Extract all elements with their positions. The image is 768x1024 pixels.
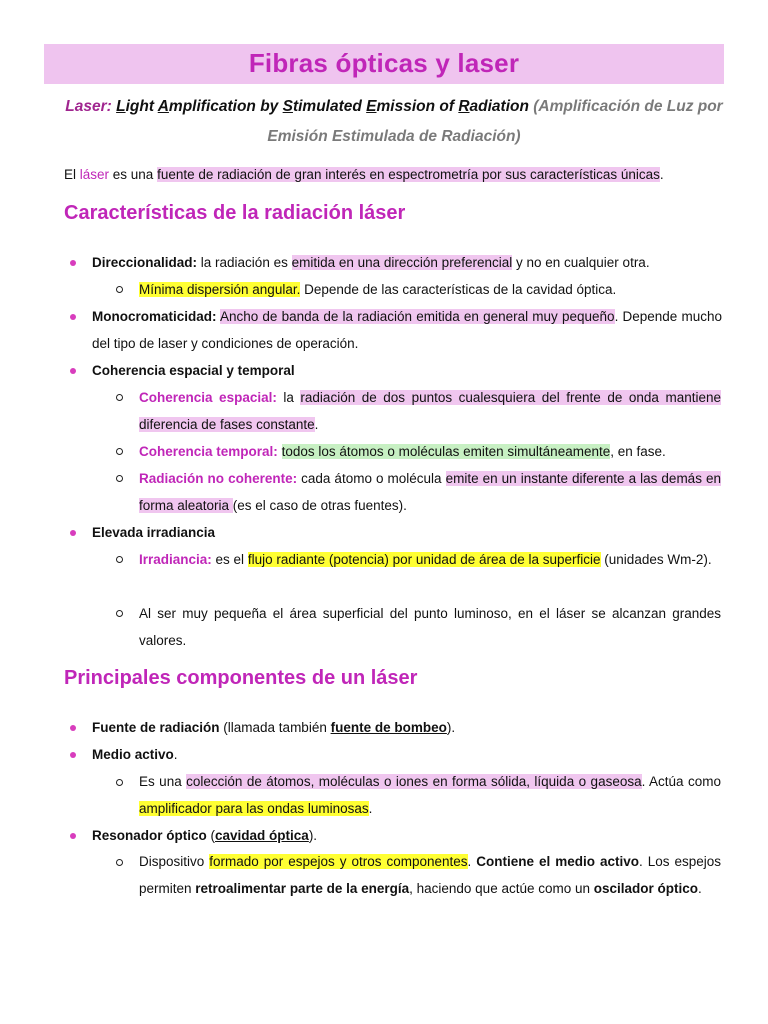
- item-label: Radiación no coherente:: [139, 471, 298, 486]
- acronym-rest: timulated: [292, 98, 367, 115]
- item-bold: oscilador óptico: [593, 881, 699, 896]
- intro-keyword: láser: [79, 167, 110, 182]
- sub-item-dispersion: [139, 276, 721, 303]
- item-text: Es una: [139, 774, 187, 789]
- item-label: Coherencia temporal:: [139, 444, 278, 459]
- item-text: . Depende mucho del tipo de laser y condiciones de operación.: [92, 309, 722, 351]
- page-title: Fibras ópticas y laser: [248, 48, 520, 78]
- item-label: Medio activo: [92, 747, 174, 762]
- item-label: Direccionalidad:: [92, 255, 198, 270]
- item-label: Resonador óptico: [92, 828, 207, 843]
- item-highlight: colección de átomos, moléculas o iones en forma sólida, líquida o gaseosa: [186, 774, 642, 789]
- sub-bullet-icon: [116, 779, 123, 786]
- list-item-monocromaticidad: [92, 303, 722, 357]
- item-text: (llamada también: [219, 720, 331, 735]
- item-label: Elevada irradiancia: [92, 525, 216, 540]
- bullet-icon: [70, 368, 76, 374]
- acronym-rest: mission of: [376, 98, 459, 115]
- item-highlight: Mínima dispersión angular.: [139, 282, 301, 297]
- acronym-rest: mplification by: [168, 98, 283, 115]
- sub-item-irradiancia-valores: Al ser muy pequeña el área superficial del punto luminoso, en el láser se alcanzan grandes valores.: [139, 606, 721, 648]
- acronym-translation: (Amplificación de Luz por Emisión Estimulada de Radiación): [267, 98, 723, 145]
- item-highlight: amplificador para las ondas luminosas: [139, 801, 369, 816]
- acronym-prefix: Laser:: [65, 98, 112, 115]
- list-item-resonador: [92, 822, 722, 849]
- sub-bullet-icon: [116, 475, 123, 482]
- item-highlight: radiación de dos puntos cualesquiera del frente de onda mantiene diferencia de fases constante: [139, 390, 721, 432]
- item-highlight: Ancho de banda de la radiación emitida en general muy pequeño: [219, 309, 615, 324]
- sub-item-irradiancia-def: [139, 546, 721, 573]
- sub-bullet-icon: [116, 286, 123, 293]
- item-underlined: fuente de bombeo: [330, 720, 447, 735]
- item-highlight: formado por espejos y otros componentes: [209, 854, 468, 869]
- list-item-fuente: [92, 714, 722, 741]
- title-banner: [44, 44, 724, 84]
- acronym-initial: A: [157, 98, 169, 115]
- item-text: ).: [308, 828, 318, 843]
- list-item-irradiancia: [92, 519, 722, 546]
- item-text: .: [173, 747, 178, 762]
- item-text: .: [467, 854, 477, 869]
- item-text: , haciendo que actúe como un: [409, 881, 594, 896]
- sub-item-medio: [139, 768, 721, 822]
- acronym-rest: ight: [125, 98, 158, 115]
- bullet-icon: [70, 314, 76, 320]
- list-item-coherencia: [92, 357, 722, 384]
- item-text: cada átomo o molécula: [297, 471, 446, 486]
- sub-item-coherencia-temporal: [139, 438, 721, 465]
- list-item-direccionalidad: [92, 249, 722, 276]
- sub-item-no-coherente: [139, 465, 721, 519]
- item-highlight: flujo radiante (potencia) por unidad de área de la superficie: [247, 552, 601, 567]
- item-highlight: todos los átomos o moléculas emiten simultáneamente: [281, 444, 611, 459]
- item-text: , en fase.: [610, 444, 666, 459]
- bullet-icon: [70, 833, 76, 839]
- item-text: (: [206, 828, 216, 843]
- item-label: Coherencia espacial y temporal: [92, 363, 295, 378]
- item-text: (es el caso de otras fuentes).: [232, 498, 407, 513]
- section-heading-components: Principales componentes de un láser: [64, 667, 418, 689]
- sub-bullet-icon: [116, 859, 123, 866]
- intro-highlight: fuente de radiación de gran interés en espectrometría por sus características únicas: [157, 167, 660, 182]
- item-highlight: emitida en una dirección preferencial: [291, 255, 513, 270]
- item-text: y no en cualquier otra.: [512, 255, 650, 270]
- item-bold: retroalimentar parte de la energía: [195, 881, 410, 896]
- item-label: Monocromaticidad:: [92, 309, 217, 324]
- bullet-icon: [70, 725, 76, 731]
- item-label: Irradiancia:: [139, 552, 212, 567]
- item-label: Coherencia espacial:: [139, 390, 277, 405]
- acronym-initial: S: [282, 98, 293, 115]
- sub-item-coherencia-espacial: [139, 384, 721, 438]
- item-text: ).: [446, 720, 456, 735]
- item-text: (unidades Wm-2).: [600, 552, 712, 567]
- sub-bullet-icon: [116, 394, 123, 401]
- sub-bullet-icon: [116, 556, 123, 563]
- item-label: Fuente de radiación: [92, 720, 220, 735]
- bullet-icon: [70, 752, 76, 758]
- item-text: . Los espejos permiten: [139, 854, 721, 896]
- acronym-initial: E: [366, 98, 377, 115]
- sub-item-resonador: [139, 848, 721, 902]
- section-heading-characteristics: Características de la radiación láser: [64, 202, 406, 224]
- intro-paragraph: [64, 164, 724, 186]
- item-text: la radiación es: [197, 255, 292, 270]
- acronym-rest: adiation: [469, 98, 529, 115]
- item-text: Dispositivo: [139, 854, 210, 869]
- item-text: Depende de las características de la cavidad óptica.: [300, 282, 617, 297]
- acronym-initial: R: [458, 98, 470, 115]
- acronym-definition: [64, 92, 724, 152]
- item-bold: Contiene el medio activo: [476, 854, 639, 869]
- acronym-initial: L: [116, 98, 126, 115]
- item-text: .: [314, 417, 319, 432]
- sub-bullet-icon: [116, 610, 123, 617]
- bullet-icon: [70, 260, 76, 266]
- item-text: es el: [211, 552, 248, 567]
- item-text: la: [276, 390, 301, 405]
- bullet-icon: [70, 530, 76, 536]
- item-underlined: cavidad óptica: [215, 828, 309, 843]
- intro-text: El: [64, 167, 80, 182]
- item-highlight: emite en un instante diferente a las demás en forma aleatoria: [139, 471, 721, 513]
- item-text: . Actúa como: [641, 774, 722, 789]
- list-item-medio: [92, 741, 722, 768]
- item-text: .: [698, 881, 702, 896]
- intro-text: .: [659, 167, 664, 182]
- intro-text: es una: [109, 167, 158, 182]
- sub-bullet-icon: [116, 448, 123, 455]
- item-text: .: [368, 801, 373, 816]
